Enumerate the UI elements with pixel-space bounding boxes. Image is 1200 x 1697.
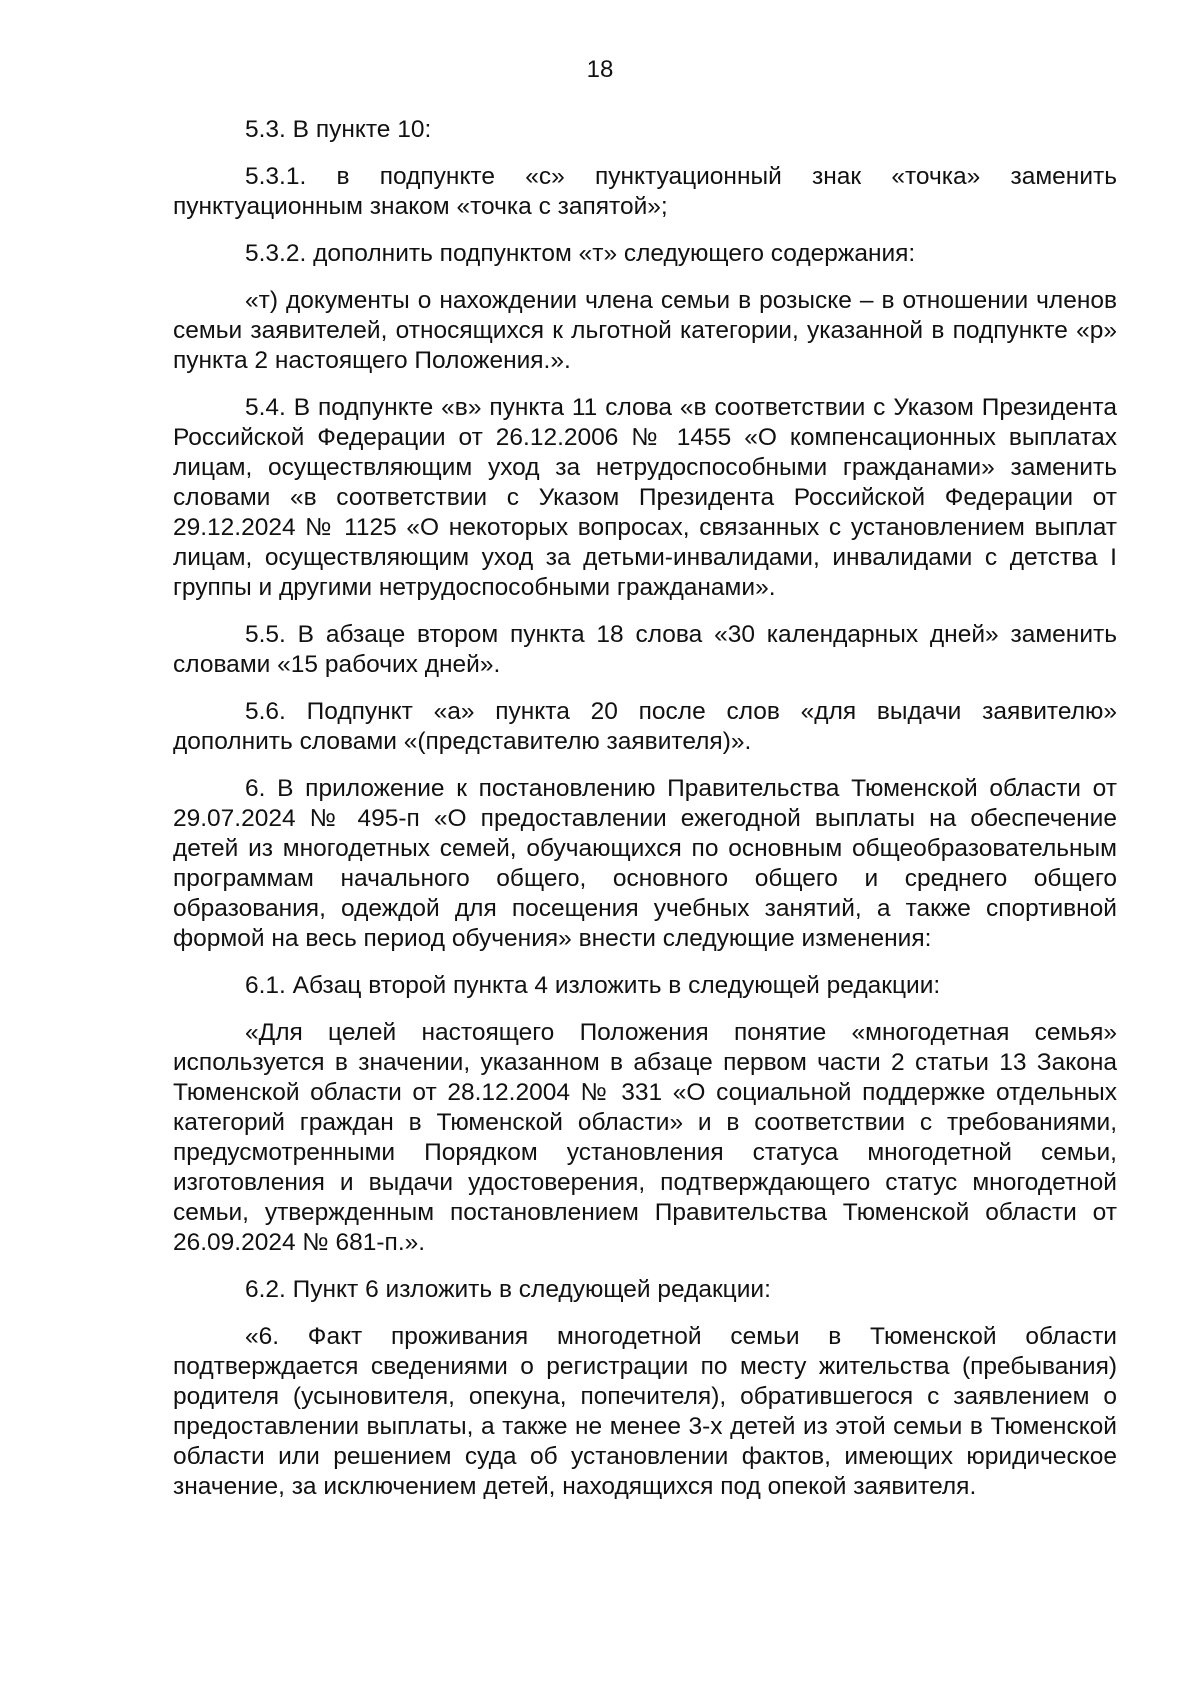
paragraph-5-3: 5.3. В пункте 10: [245, 116, 432, 143]
paragraph-6-2: 6.2. Пункт 6 изложить в следующей редакции: [245, 1276, 771, 1303]
paragraph-5-4: 5.4. В подпункте «в» пункта 11 слова «в соответствии с Указом Президента Российской Федерации от 26.12.2006 № 1455 «О компенсационных выплатах лицам, осуществляющим уход за нетрудоспособными гражданами» заменить словами «в соответствии с Указом Президента Российской Федерации от 29.12.2024 № 1125 «О некоторых вопросах, связанных с установлением выплат лицам, осуществляющим уход за детьми-инвалидами, инвалидами с детства I группы и другими нетрудоспособными гражданами». [173, 394, 1117, 601]
page-number: 18 [586, 56, 614, 83]
paragraph-large-family-definition: «Для целей настоящего Положения понятие «многодетная семья» используется в значении, указанном в абзаце первом части 2 статьи 13 Закона Тюменской области от 28.12.2004 № 331 «О социальной поддержке отдельных категорий граждан в Тюменской области» и в соответствии с требованиями, предусмотренными Порядком установления статуса многодетной семьи, изготовления и выдачи удостоверения, подтверждающего статус многодетной семьи, утвержденным постановлением Правительства Тюменской области от 26.09.2024 № 681-п.». [173, 1019, 1117, 1256]
document-body [173, 115, 1117, 1519]
paragraph-5-6: 5.6. Подпункт «а» пункта 20 после слов «для выдачи заявителю» дополнить словами «(представителю заявителя)». [173, 698, 1117, 755]
paragraph-5-3-1: 5.3.1. в подпункте «с» пунктуационный знак «точка» заменить пунктуационным знаком «точка с запятой»; [173, 163, 1117, 220]
paragraph-6-1: 6.1. Абзац второй пункта 4 изложить в следующей редакции: [245, 972, 941, 999]
paragraph-point-6-text: «6. Факт проживания многодетной семьи в Тюменской области подтверждается сведениями о регистрации по месту жительства (пребывания) родителя (усыновителя, опекуна, попечителя), обратившегося с заявлением о предоставлении выплаты, а также не менее 3-х детей из этой семьи в Тюменской области или решением суда об установлении фактов, имеющих юридическое значение, за исключением детей, находящихся под опекой заявителя. [173, 1323, 1117, 1500]
paragraph-subitem-t: «т) документы о нахождении члена семьи в розыске – в отношении членов семьи заявителей, относящихся к льготной категории, указанной в подпункте «р» пункта 2 настоящего Положения.». [173, 287, 1117, 374]
paragraph-5-3-2: 5.3.2. дополнить подпунктом «т» следующего содержания: [245, 240, 916, 267]
paragraph-6: 6. В приложение к постановлению Правительства Тюменской области от 29.07.2024 № 495-п «О предоставлении ежегодной выплаты на обеспечение детей из многодетных семей, обучающихся по основным общеобразовательным программам начального общего, основного общего и среднего общего образования, одеждой для посещения учебных занятий, а также спортивной формой на весь период обучения» внести следующие изменения: [173, 775, 1117, 952]
paragraph-5-5: 5.5. В абзаце втором пункта 18 слова «30 календарных дней» заменить словами «15 рабочих дней». [173, 621, 1117, 678]
